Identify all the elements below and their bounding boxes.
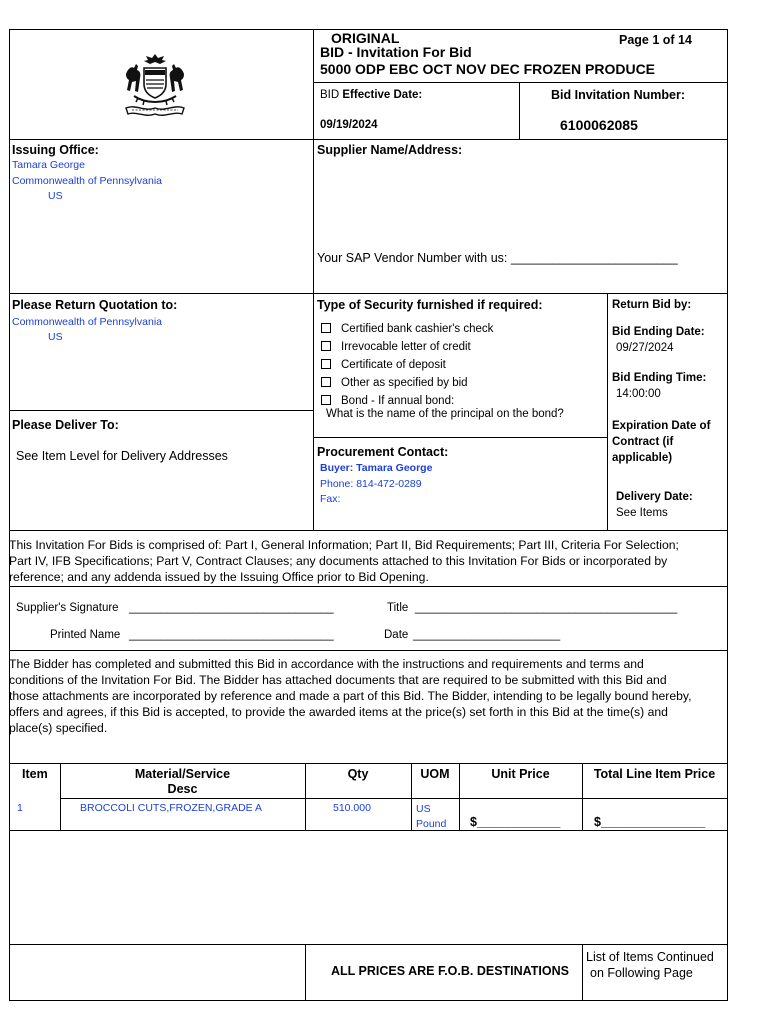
supplier-signature-field[interactable]: ________________________________ — [129, 602, 334, 614]
column-header-qty: Qty — [347, 767, 369, 781]
security-option[interactable] — [321, 374, 493, 392]
deliver-to-text: See Item Level for Delivery Addresses — [16, 449, 228, 463]
contract-expiration-label: Expiration Date of Contract (if applicable) — [612, 420, 711, 464]
items-continued-line1: List of Items Continued — [586, 950, 714, 964]
document-title: 5000 ODP EBC OCT NOV DEC FROZEN PRODUCE — [320, 61, 656, 77]
bidder-line: those attachments are incorporated by reference and made a part of this Bid. The Bidder, intending to be legally bound hereby, — [9, 689, 692, 703]
bidder-line: conditions of the Invitation For Bid. The Bidder has attached documents that are required to be submitted with this Bid and — [9, 673, 667, 687]
issuing-office-org: Commonwealth of Pennsylvania — [12, 175, 162, 187]
security-option[interactable] — [321, 356, 493, 374]
buyer-name: Buyer: Tamara George — [320, 462, 433, 474]
issuing-office-label: Issuing Office: — [12, 143, 99, 157]
buyer-phone: Phone: 814-472-0289 — [320, 478, 422, 490]
security-option-label: Certificate of deposit — [341, 359, 446, 371]
bidder-line: place(s) specified. — [9, 721, 108, 735]
title-label: Title — [387, 602, 409, 614]
checkbox[interactable] — [321, 377, 331, 387]
delivery-date-label: Delivery Date: — [616, 491, 693, 503]
security-option[interactable] — [321, 320, 493, 338]
row-uom-line1: US — [416, 803, 431, 815]
items-continued-line2: on Following Page — [590, 966, 693, 980]
vendor-number-field[interactable]: Your SAP Vendor Number with us: ________________________ — [317, 251, 678, 265]
return-bid-label: Return Bid by: — [612, 299, 692, 311]
security-option[interactable] — [321, 338, 493, 356]
bond-principal-question: What is the name of the principal on the bond? — [326, 408, 564, 420]
unit-price-field[interactable]: $____________ — [470, 815, 561, 829]
column-header-uom: UOM — [420, 767, 450, 781]
security-option-label: Other as specified by bid — [341, 377, 468, 389]
bid-number-label: Bid Invitation Number: — [551, 88, 686, 102]
security-option-label: Certified bank cashier's check — [341, 323, 494, 335]
bid-ending-time-value: 14:00:00 — [616, 388, 661, 400]
column-header-material — [60, 767, 305, 797]
checkbox[interactable] — [321, 359, 331, 369]
bid-ending-time-label: Bid Ending Time: — [612, 372, 707, 384]
bid-ending-date-label: Bid Ending Date: — [612, 326, 705, 338]
bidder-statement — [9, 656, 691, 736]
column-header-item: Item — [22, 767, 48, 781]
supplier-label: Supplier Name/Address: — [317, 143, 463, 157]
return-quotation-label: Please Return Quotation to: — [12, 298, 178, 312]
printed-name-field[interactable]: ________________________________ — [129, 629, 334, 641]
bid-ending-date-value: 09/27/2024 — [616, 342, 674, 354]
effective-date-label-prefix: BID — [320, 89, 340, 101]
date-field[interactable]: _______________________ — [413, 629, 561, 641]
buyer-fax: Fax: — [320, 493, 341, 505]
ifb-line: reference; and any addenda issued by the Issuing Office prior to Bid Opening. — [9, 570, 429, 584]
security-option-label: Irrevocable letter of credit — [341, 341, 471, 353]
row-uom — [416, 802, 446, 832]
fob-notice: ALL PRICES ARE F.O.B. DESTINATIONS — [331, 964, 569, 978]
row-quantity: 510.000 — [333, 802, 371, 814]
bidder-line: offers and agrees, if this Bid is accepted, to provide the awarded items at the price(s) set forth in this Bid at the time(s) and — [9, 705, 668, 719]
return-quotation-country: US — [48, 331, 63, 343]
printed-name-label: Printed Name — [50, 629, 121, 641]
total-price-field[interactable]: $_______________ — [594, 815, 706, 829]
issuing-office-country: US — [48, 190, 63, 202]
page-number: Page 1 of 14 — [619, 33, 692, 47]
column-header-material-line1: Material/Service — [134, 767, 231, 781]
checkbox[interactable] — [321, 341, 331, 351]
checkbox[interactable] — [321, 395, 331, 405]
pennsylvania-seal-logo — [120, 52, 190, 118]
row-description: BROCCOLI CUTS,FROZEN,GRADE A — [80, 802, 263, 814]
deliver-to-label: Please Deliver To: — [12, 418, 119, 432]
items-continued-note — [586, 949, 714, 981]
return-quotation-org: Commonwealth of Pennsylvania — [12, 316, 162, 328]
column-header-material-line2: Desc — [167, 782, 198, 796]
procurement-contact-label: Procurement Contact: — [317, 445, 449, 459]
ifb-line: Part IV, IFB Specifications; Part V, Contract Clauses; any documents attached to this Invitation For Bids or incorporated by — [9, 554, 668, 568]
title-field[interactable]: _________________________________________ — [415, 602, 678, 614]
delivery-date-value: See Items — [616, 507, 668, 519]
row-item-number: 1 — [17, 802, 23, 814]
issuing-office-name: Tamara George — [12, 159, 85, 171]
ifb-description — [9, 537, 679, 585]
row-uom-line2: Pound — [416, 818, 447, 830]
checkbox[interactable] — [321, 323, 331, 333]
effective-date-label-text: Effective Date: — [342, 89, 423, 101]
effective-date-value: 09/19/2024 — [320, 119, 378, 131]
bid-number-value: 6100062085 — [560, 117, 638, 133]
document-type: BID - Invitation For Bid — [320, 44, 472, 60]
column-header-total-price: Total Line Item Price — [593, 767, 716, 781]
ifb-line: This Invitation For Bids is comprised of: Part I, General Information; Part II, Bid Requirements; Part III, Criteria For Selection; — [9, 538, 679, 552]
bidder-line: The Bidder has completed and submitted this Bid in accordance with the instructions and requirements and terms and — [9, 657, 644, 671]
security-option-label: Bond - If annual bond: — [341, 395, 455, 407]
supplier-signature-label: Supplier's Signature — [16, 602, 119, 614]
date-label: Date — [384, 629, 409, 641]
document-status: ORIGINAL — [331, 30, 400, 46]
column-header-unit-price: Unit Price — [491, 767, 550, 781]
security-options — [321, 320, 493, 410]
security-type-label: Type of Security furnished if required: — [317, 298, 543, 312]
effective-date-label — [320, 89, 422, 101]
